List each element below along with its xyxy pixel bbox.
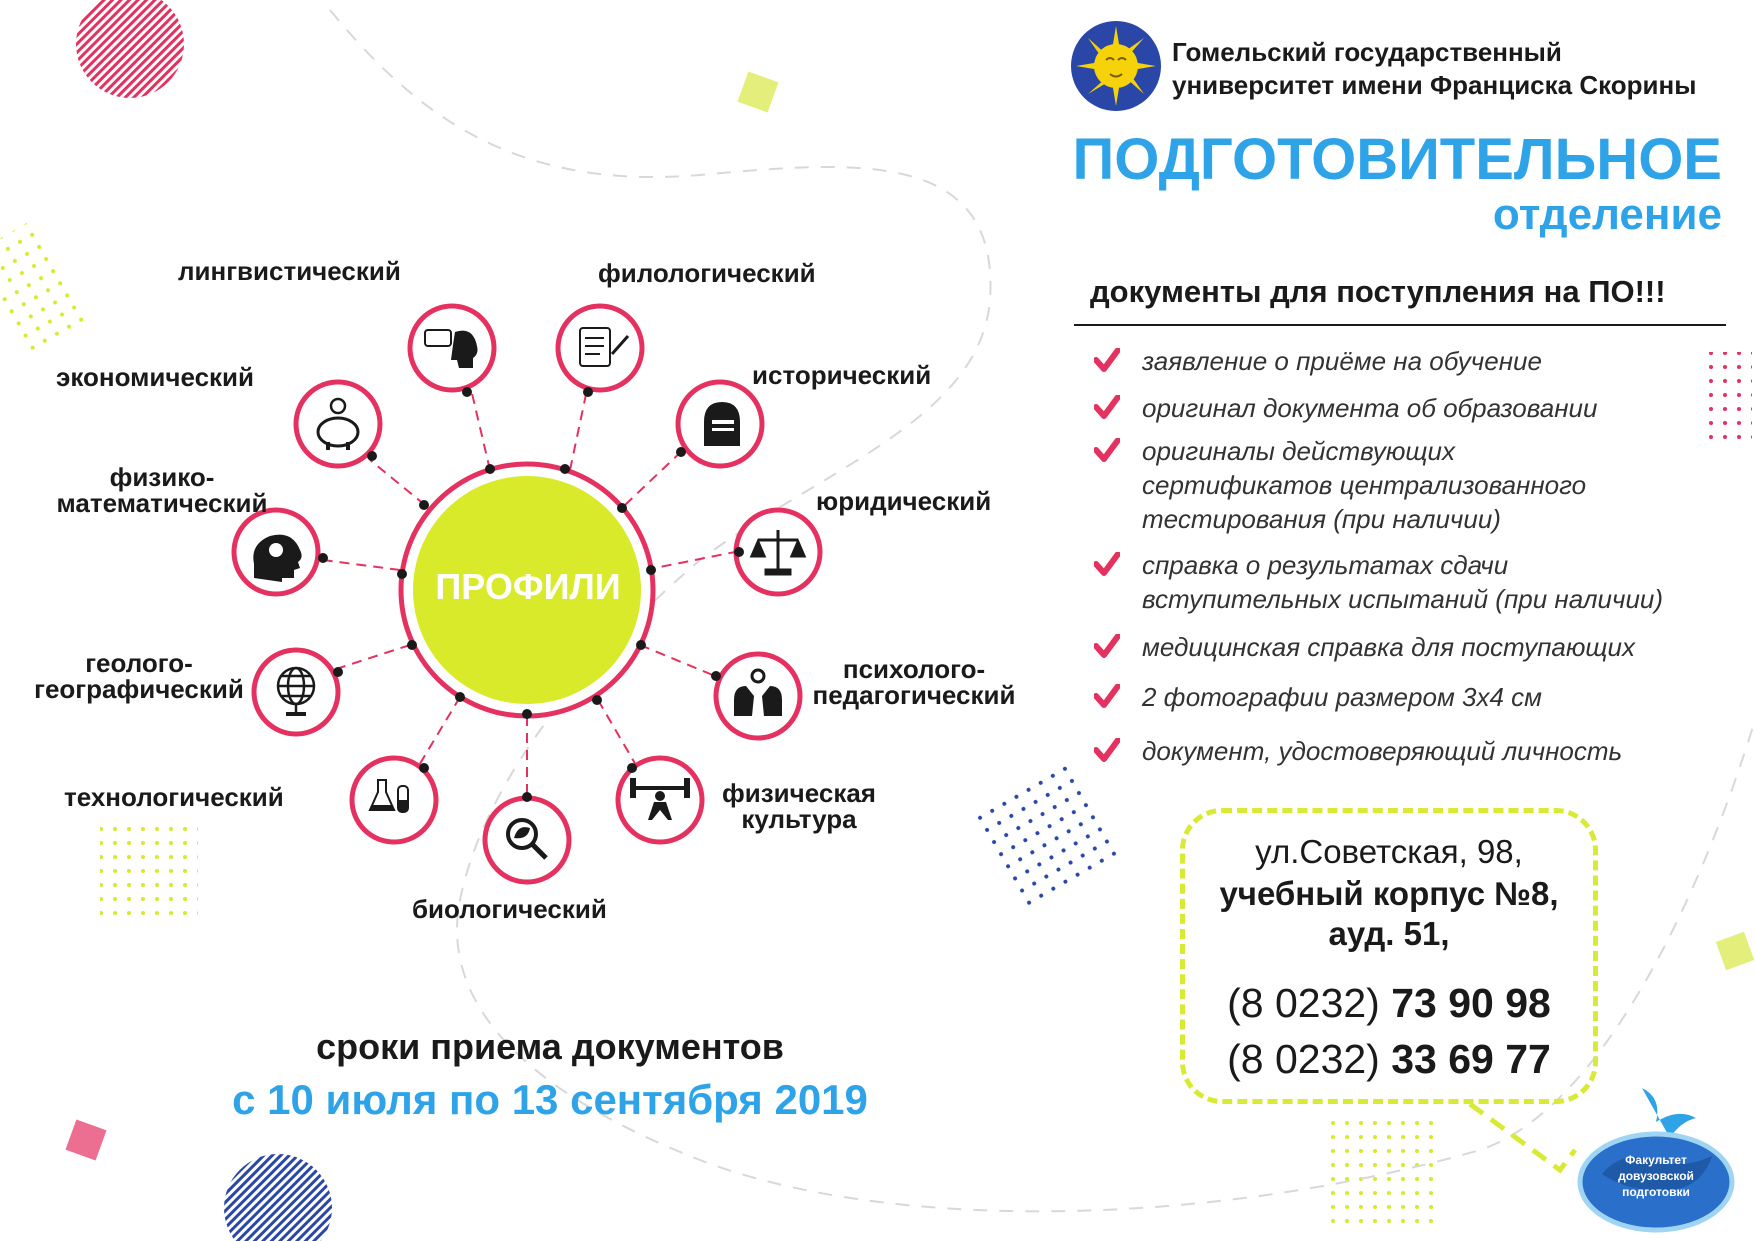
document-item bbox=[1090, 391, 1750, 427]
document-item-text: заявление о приёме на обучение bbox=[1142, 346, 1542, 376]
document-item-text: оригинал документа об образовании bbox=[1142, 393, 1598, 423]
page-subtitle: отделение bbox=[1492, 190, 1722, 239]
university-name bbox=[1172, 36, 1696, 102]
document-item-text: оригиналы действующих сертификатов централизованного тестирования (при наличии) bbox=[1142, 436, 1587, 534]
contact-tail bbox=[1470, 1104, 1575, 1170]
profile-physics-math[interactable] bbox=[234, 510, 328, 594]
dots-lime-contact bbox=[1322, 1116, 1434, 1226]
profile-legal[interactable] bbox=[734, 510, 820, 594]
profile-geology-geography[interactable] bbox=[254, 650, 343, 734]
profile-label-economic: экономический bbox=[56, 362, 255, 392]
profile-label-linguistic: лингвистический bbox=[178, 256, 401, 286]
profile-label-historical: исторический bbox=[752, 360, 932, 390]
university-line-1: Гомельский государственный bbox=[1172, 37, 1562, 67]
profile-label-physics-math: физико- математический bbox=[56, 462, 268, 518]
phone-1-number: 73 90 98 bbox=[1391, 980, 1551, 1026]
document-item-text: медицинская справка для поступающих bbox=[1142, 632, 1635, 662]
document-item-text: справка о результатах сдачи вступительных испытаний (при наличии) bbox=[1142, 550, 1664, 614]
document-item bbox=[1090, 734, 1750, 770]
deadline-dates: с 10 июля по 13 сентября 2019 bbox=[232, 1076, 868, 1123]
check-icon bbox=[1094, 552, 1120, 576]
profile-label-technological: технологический bbox=[64, 782, 284, 812]
profile-economic[interactable] bbox=[296, 382, 380, 466]
check-icon bbox=[1094, 684, 1120, 708]
faculty-badge-line-1: Факультет bbox=[1625, 1153, 1687, 1167]
check-icon bbox=[1094, 438, 1120, 462]
profile-label-legal: юридический bbox=[816, 486, 992, 516]
profile-physical-culture[interactable] bbox=[618, 758, 702, 842]
profile-label-geology-geography: геолого- географический bbox=[34, 648, 244, 704]
document-item bbox=[1090, 434, 1750, 538]
profile-psychology[interactable] bbox=[711, 654, 800, 738]
profile-technological[interactable] bbox=[352, 758, 436, 842]
check-icon bbox=[1094, 348, 1120, 372]
pink-square bbox=[65, 1119, 106, 1160]
document-item bbox=[1090, 548, 1750, 618]
address-building: учебный корпус №8, bbox=[1219, 875, 1559, 912]
hatched-circle-blue bbox=[224, 1154, 332, 1241]
faculty-badge-line-3: подготовки bbox=[1622, 1185, 1690, 1199]
document-item-text: 2 фотографии размером 3х4 см bbox=[1142, 682, 1542, 712]
address-street: ул.Советская, 98, bbox=[1255, 833, 1523, 870]
phone-1-code: (8 0232) bbox=[1227, 980, 1380, 1026]
lime-square-right bbox=[1716, 932, 1754, 970]
documents-heading: документы для поступления на ПО!!! bbox=[1074, 272, 1726, 326]
profiles-hub-label: ПРОФИЛИ bbox=[435, 566, 621, 607]
profile-label-physical-culture: физическая культура bbox=[722, 778, 876, 834]
profile-historical[interactable] bbox=[676, 382, 762, 466]
address-room: ауд. 51, bbox=[1328, 915, 1450, 952]
knight-helmet-icon bbox=[704, 402, 740, 446]
phone-2[interactable] bbox=[1180, 1034, 1598, 1084]
faculty-badge-line-2: довузовской bbox=[1618, 1169, 1694, 1183]
university-sun-logo bbox=[1070, 20, 1162, 112]
document-item bbox=[1090, 680, 1750, 716]
check-icon bbox=[1094, 395, 1120, 419]
profile-label-philological: филологический bbox=[598, 258, 816, 288]
profile-biological[interactable] bbox=[485, 792, 569, 882]
page-title: ПОДГОТОВИТЕЛЬНОЕ bbox=[1072, 127, 1722, 192]
profile-philological[interactable] bbox=[558, 306, 642, 397]
profile-label-biological: биологический bbox=[412, 894, 607, 924]
check-icon bbox=[1094, 738, 1120, 762]
deadline-title: сроки приема документов bbox=[316, 1026, 784, 1067]
check-icon bbox=[1094, 634, 1120, 658]
university-line-2: университет имени Франциска Скорины bbox=[1172, 70, 1697, 100]
profile-label-psychology: психолого- педагогический bbox=[812, 654, 1016, 710]
profile-linguistic[interactable] bbox=[410, 306, 494, 397]
document-item bbox=[1090, 630, 1750, 666]
document-item bbox=[1090, 344, 1750, 380]
phone-2-code: (8 0232) bbox=[1227, 1036, 1380, 1082]
phone-2-number: 33 69 77 bbox=[1391, 1036, 1551, 1082]
phone-1[interactable] bbox=[1180, 978, 1598, 1028]
faculty-badge-text bbox=[1580, 1152, 1732, 1200]
document-item-text: документ, удостоверяющий личность bbox=[1142, 736, 1623, 766]
